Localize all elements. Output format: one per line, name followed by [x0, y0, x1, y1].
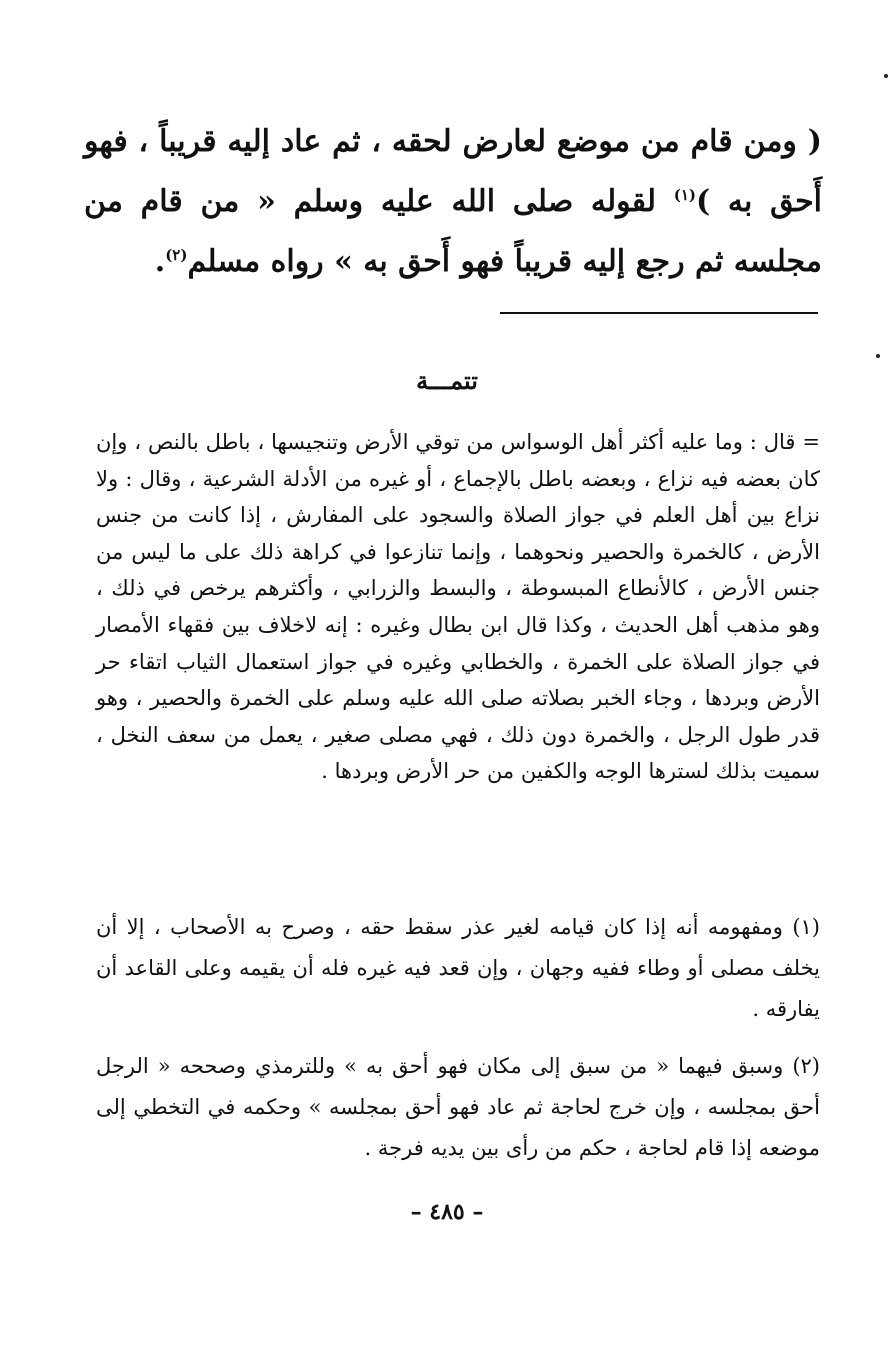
main-text-part2: لقوله صلى الله عليه وسلم « من قام من مجلسه ثم رجع إليه قريباً فهو أَحق به » رواه مسلم	[84, 184, 822, 279]
margin-mark	[884, 74, 888, 78]
footnote-ref-2: (٢)	[165, 246, 188, 264]
section-divider	[500, 312, 818, 314]
main-matn-text	[84, 112, 822, 292]
main-text-part1: ( ومن قام من موضع لعارض لحقه ، ثم عاد إليه قريباً ، فهو أَحق به )	[84, 124, 822, 219]
footnote-ref-1: (١)	[673, 186, 696, 204]
main-text-end: .	[154, 244, 166, 279]
margin-mark	[876, 354, 880, 358]
section-heading: تتمـــة	[416, 366, 478, 395]
footnote-2: (٢) وسبق فيهما « من سبق إلى مكان فهو أحق به » وللترمذي وصححه « الرجل أحق بمجلسه ، وإن خرج لحاجة ثم عاد فهو أحق بمجلسه » وحكمه في التخطي إلى موضعه إذا قام لحاجة ، حكم من رأى بين يديه فرجة .	[96, 1054, 820, 1160]
commentary-paragraph: = قال : وما عليه أكثر أهل الوسواس من توقي الأرض وتنجيسها ، باطل بالنص ، وإن كان بعضه فيه نزاع ، وبعضه باطل بالإجماع ، أو غيره من الأدلة الشرعية ، وقال : ولا نزاع بين أهل العلم في جواز الصلاة والسجود على المفارش ، إذا كانت من جنس الأرض ، كالخمرة والحصير ونحوهما ، وإنما تنازعوا في كراهة ذلك على ما ليس من جنس الأرض ، كالأنطاع المبسوطة ، والبسط والزرابي ، وأكثرهم يرخص في ذلك ، وهو مذهب أهل الحديث ، وكذا قال ابن بطال وغيره : إنه لاخلاف بين فقهاء الأمصار في جواز الصلاة على الخمرة ، والخطابي وغيره في جواز استعمال الثياب اتقاء حر الأرض وبردها ، وجاء الخبر بصلاته صلى الله عليه وسلم على الخمرة والحصير ، وهو قدر طول الرجل ، والخمرة دون ذلك ، فهي مصلى صغير ، يعمل من سعف النخل ، سميت بذلك لسترها الوجه والكفين من حر الأرض وبردها .	[96, 430, 820, 784]
page-number: – ٤٨٥ –	[410, 1199, 484, 1225]
footnote-1: (١) ومفهومه أنه إذا كان قيامه لغير عذر سقط حقه ، وصرح به الأصحاب ، إلا أن يخلف مصلى أو وطاء ففيه وجهان ، وإن قعد فيه غيره فله أن يقيمه وعلى القاعد أن يفارقه .	[96, 915, 820, 1021]
